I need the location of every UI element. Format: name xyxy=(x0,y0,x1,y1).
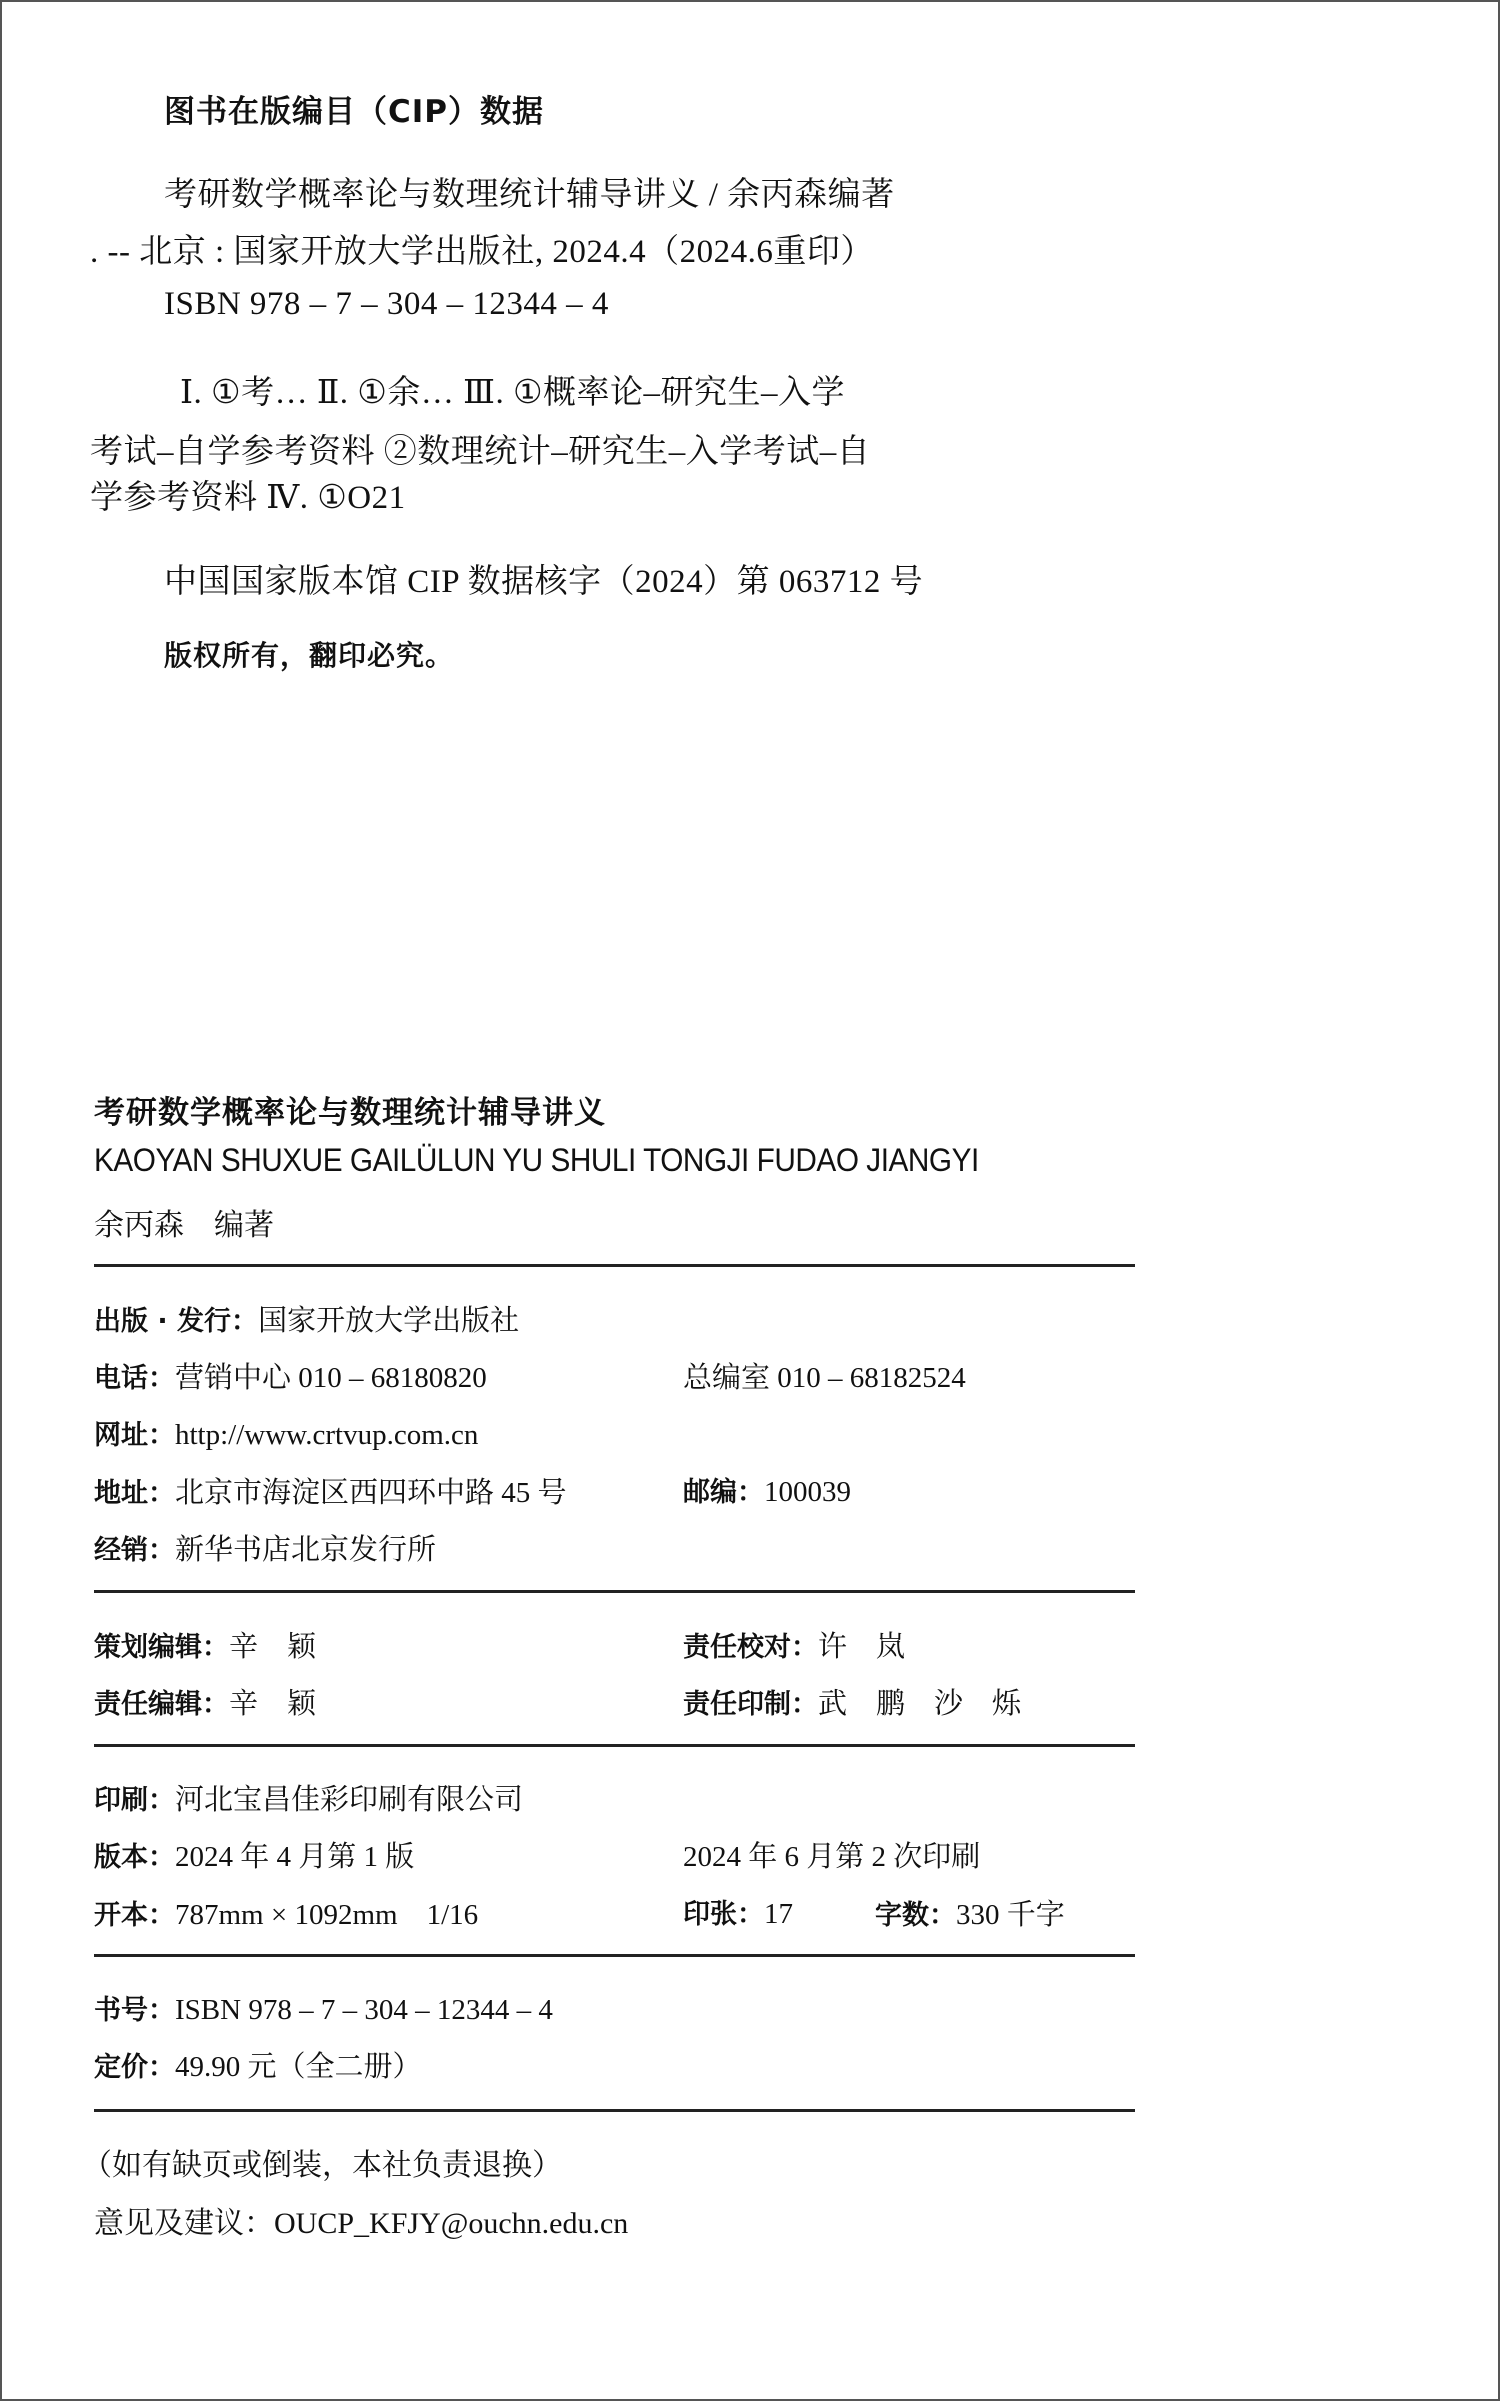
divider-rule xyxy=(94,1590,1135,1593)
distributor-value: 新华书店北京发行所 xyxy=(175,1534,437,1566)
copyright-notice: 版权所有，翻印必究。 xyxy=(164,639,455,672)
feedback-row xyxy=(94,2198,628,2242)
printer-value: 河北宝昌佳彩印刷有限公司 xyxy=(175,1784,524,1816)
isbn-row xyxy=(94,1988,553,2027)
feedback-email-link[interactable]: OUCP_KFJY@ouchn.edu.cn xyxy=(274,2207,629,2240)
responsible-editor-row xyxy=(94,1681,316,1722)
cip-line-title-author: 考研数学概率论与数理统计辅导讲义 / 余丙森编著 xyxy=(164,177,895,213)
website-row xyxy=(94,1413,478,1452)
phone-marketing: 营销中心 010 – 68180820 xyxy=(175,1362,487,1394)
postcode-value: 100039 xyxy=(764,1476,851,1508)
address-row xyxy=(94,1470,567,1511)
sheets-row xyxy=(683,1892,793,1931)
price-value: 49.90 元（全二册） xyxy=(175,2051,422,2083)
publisher-label: 出版 · 发行： xyxy=(94,1306,259,1337)
postcode-label: 邮编： xyxy=(683,1477,764,1508)
book-title: 考研数学概率论与数理统计辅导讲义 xyxy=(94,1095,606,1131)
responsible-editor-value: 辛 颖 xyxy=(229,1688,317,1720)
sheets-value: 17 xyxy=(764,1898,793,1930)
format-row xyxy=(94,1892,478,1933)
price-label: 定价： xyxy=(94,2052,175,2083)
edition-value: 2024 年 4 月第 1 版 xyxy=(175,1841,415,1873)
website-label: 网址： xyxy=(94,1420,175,1451)
phone-label: 电话： xyxy=(94,1363,175,1394)
cip-line-publisher: . -- 北京 : 国家开放大学出版社, 2024.4（2024.6重印） xyxy=(90,234,874,270)
return-policy-note: （如有缺页或倒装，本社负责退换） xyxy=(82,2149,562,2182)
printing-supervisor-label: 责任印制： xyxy=(683,1689,818,1720)
printing-supervisor-value: 武 鹏 沙 烁 xyxy=(818,1688,1022,1720)
wordcount-row xyxy=(875,1892,1065,1933)
planning-editor-label: 策划编辑： xyxy=(94,1632,229,1663)
wordcount-label: 字数： xyxy=(875,1900,956,1931)
phone-editorial-row xyxy=(683,1355,966,1396)
address-value: 北京市海淀区西四环中路 45 号 xyxy=(175,1477,567,1509)
cip-verification-number: 中国国家版本馆 CIP 数据核字（2024）第 063712 号 xyxy=(164,564,924,600)
feedback-label: 意见及建议： xyxy=(94,2207,274,2240)
distributor-label: 经销： xyxy=(94,1535,175,1566)
cip-classification-line-3: 学参考资料 Ⅳ. ①O21 xyxy=(90,480,406,516)
postcode-row xyxy=(683,1470,851,1509)
printer-label: 印刷： xyxy=(94,1785,175,1816)
cip-title: 图书在版编目（CIP）数据 xyxy=(164,94,545,130)
divider-rule xyxy=(94,1264,1135,1267)
book-title-pinyin: KAOYAN SHUXUE GAILÜLUN YU SHULI TONGJI FUDAO JIANGYI xyxy=(94,1142,979,1178)
edition-row xyxy=(94,1834,414,1875)
divider-rule xyxy=(94,2109,1135,2112)
sheets-label: 印张： xyxy=(683,1899,764,1930)
proofreader-label: 责任校对： xyxy=(683,1632,818,1663)
cip-line-isbn: ISBN 978 – 7 – 304 – 12344 – 4 xyxy=(164,286,609,322)
price-row xyxy=(94,2044,422,2085)
planning-editor-value: 辛 颖 xyxy=(229,1631,317,1663)
cip-classification-line-2: 考试–自学参考资料 ②数理统计–研究生–入学考试–自 xyxy=(90,434,871,470)
format-label: 开本： xyxy=(94,1900,175,1931)
phone-editorial: 总编室 010 – 68182524 xyxy=(683,1362,966,1394)
format-value: 787mm × 1092mm 1/16 xyxy=(175,1899,479,1931)
isbn-value: ISBN 978 – 7 – 304 – 12344 – 4 xyxy=(175,1994,553,2026)
address-label: 地址： xyxy=(94,1478,175,1509)
distributor-row xyxy=(94,1527,436,1568)
impression-value: 2024 年 6 月第 2 次印刷 xyxy=(683,1841,981,1873)
isbn-label: 书号： xyxy=(94,1995,175,2026)
impression-row xyxy=(683,1834,980,1875)
phone-row xyxy=(94,1355,487,1396)
divider-rule xyxy=(94,1954,1135,1957)
publisher-row xyxy=(94,1298,519,1339)
publisher-value: 国家开放大学出版社 xyxy=(258,1305,520,1337)
planning-editor-row xyxy=(94,1624,316,1665)
responsible-editor-label: 责任编辑： xyxy=(94,1689,229,1720)
edition-label: 版本： xyxy=(94,1842,175,1873)
wordcount-value: 330 千字 xyxy=(956,1899,1065,1931)
proofreader-row xyxy=(683,1624,905,1665)
website-link[interactable]: http://www.crtvup.com.cn xyxy=(175,1419,479,1451)
book-author: 余丙森 编著 xyxy=(94,1209,274,1242)
printer-row xyxy=(94,1777,523,1818)
proofreader-value: 许 岚 xyxy=(818,1631,906,1663)
printing-supervisor-row xyxy=(683,1681,1021,1722)
divider-rule xyxy=(94,1744,1135,1747)
cip-classification-line-1: Ⅰ. ①考… Ⅱ. ①余… Ⅲ. ①概率论–研究生–入学 xyxy=(180,375,846,411)
